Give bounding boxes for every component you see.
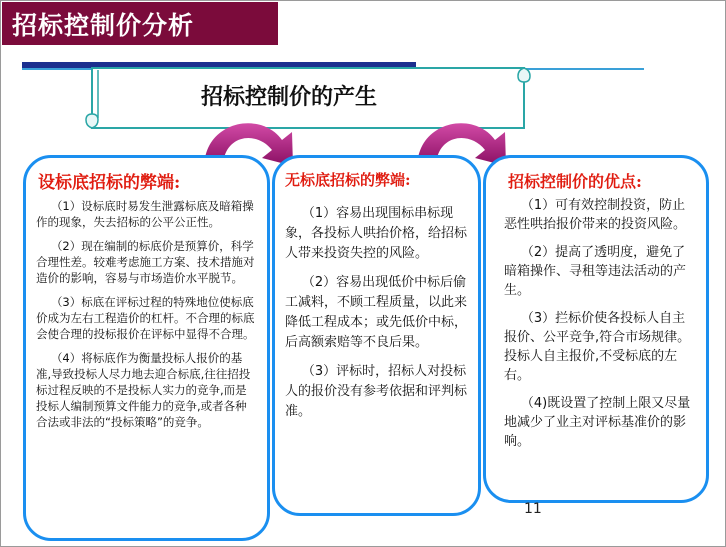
panel-control-price-advantages bbox=[483, 155, 709, 503]
panel-paragraph: （4）将标底作为衡量投标人报价的基准,导致投标人尽力地去迎合标底,往往招投标过程反映的不是投标人实力的竞争,而是投标人编制预算文件能力的竞争,或者各种合法或非法的“投标策略”的竞争。 bbox=[36, 351, 251, 429]
page-number: 11 bbox=[524, 501, 542, 517]
panel-with-base-price bbox=[23, 155, 270, 541]
panel-body bbox=[504, 196, 692, 460]
panel-paragraph: （1）容易出现围标串标现象，各投标人哄抬价格，给招标人带来投资失控的风险。 bbox=[285, 206, 468, 261]
panel-paragraph: （3）标底在评标过程的特殊地位使标底价成为左右工程造价的杠杆。不合理的标底会使合理的投标报价在评标中显得不合理。 bbox=[36, 295, 255, 341]
panel-paragraph: （2）现在编制的标底价是预算价，科学合理性差。较难考虑施工方案、技术措施对造价的影响，容易与市场造价水平脱节。 bbox=[36, 239, 255, 285]
panel-heading: 招标控制价的优点: bbox=[508, 172, 642, 191]
panel-body bbox=[285, 204, 468, 431]
panel-paragraph: （1）可有效控制投资，防止恶性哄抬报价带来的投资风险。 bbox=[504, 198, 687, 232]
panel-paragraph: （3）评标时，招标人对投标人的报价没有参考依据和评判标准。 bbox=[285, 364, 468, 419]
panel-without-base-price bbox=[272, 155, 481, 516]
panel-paragraph: （3）拦标价使各投标人自主报价、公平竞争,符合市场规律。投标人自主报价,不受标底的左右。 bbox=[504, 311, 691, 383]
panel-paragraph: （1）设标底时易发生泄露标底及暗箱操作的现象，失去招标的公平公正性。 bbox=[36, 199, 254, 229]
panel-paragraph: （4)既设置了控制上限又尽量地减少了业主对评标基准价的影响。 bbox=[504, 396, 691, 449]
panel-paragraph: （2）提高了透明度，避免了暗箱操作、寻租等违法活动的产生。 bbox=[504, 245, 687, 298]
panel-body bbox=[36, 198, 257, 438]
panel-heading: 无标底招标的弊端: bbox=[285, 171, 411, 189]
banner-title: 招标控制价的产生 bbox=[200, 84, 377, 110]
panel-paragraph: （2）容易出现低价中标后偷工减料，不顾工程质量，以此来降低工程成本；或先低价中标，后高额索赔等不良后果。 bbox=[285, 275, 468, 350]
panel-heading: 设标底招标的弊端: bbox=[38, 173, 181, 193]
slide-title: 招标控制价分析 bbox=[12, 11, 195, 40]
